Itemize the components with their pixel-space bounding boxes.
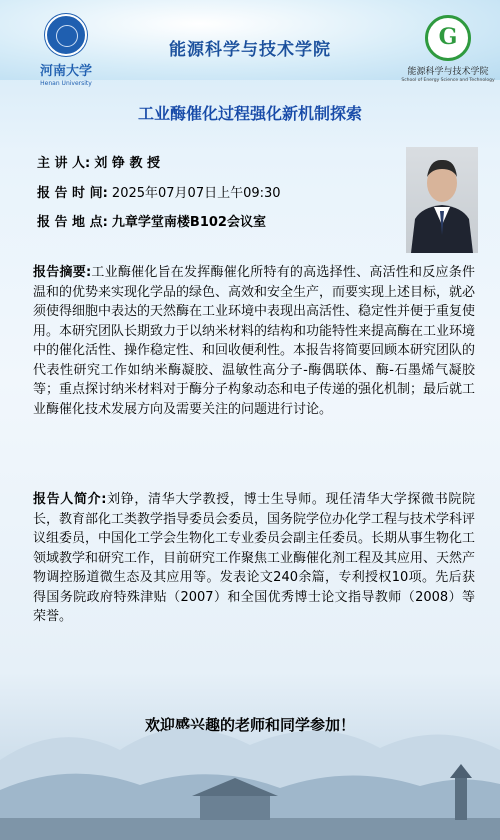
college-title: 能源科学与技术学院 — [169, 40, 331, 60]
college-seal-icon — [425, 15, 471, 61]
bio-section — [33, 490, 475, 627]
lecture-title: 工业酶催化过程强化新机制探索 — [137, 104, 362, 123]
location-row — [37, 211, 266, 230]
college-logo-name: 能源科学与技术学院 — [407, 67, 489, 77]
speaker-label: 主 讲 人: — [37, 156, 91, 171]
abstract-text: 工业酶催化旨在发挥酶催化所特有的高选择性、高活性和反应条件温和的优势来实现化学品的绿色、高效和安全生产，而要实现上述目标，就必须使得细胞中表达的天然酶在工业环境中表现出高活性、稳定性并便于重复使用。本研究团队长期致力于以纳米材料的结构和功能特性来提高酶在工业环境中的催化活性、操作稳定性、和回收便利性。本报告将简要回顾本研究团队的代表性研究工作如纳米酶凝胶、温敏性高分子-酶偶联体、酶-石墨烯气凝胶等；重点探讨纳米材料对于酶分子构象动态和电子传递的强化机制；最后就工业酶催化技术发展方向及需要关注的问题进行讨论。 — [33, 265, 476, 417]
welcome-message: 欢迎感兴趣的老师和同学参加！ — [144, 716, 355, 734]
college-logo — [400, 15, 496, 83]
lecture-time: 2025年07月07日上午09:30 — [111, 186, 281, 201]
landscape-illustration — [0, 690, 500, 840]
lecture-location: 九章学堂南楼B102会议室 — [111, 215, 266, 230]
abstract-label: 报告摘要: — [33, 265, 92, 280]
university-name: 河南大学 — [39, 64, 92, 79]
university-name-en: Henan University — [40, 80, 92, 87]
time-row — [37, 182, 281, 201]
bio-text: 刘铮，清华大学教授，博士生导师。现任清华大学探微书院院长，教育部化工类教学指导委员会委员，国务院学位办化学工程与技术学科评议组委员，中国化工学会生物化工专业委员会副主任委员。长期从事生物化工领域教学和研究工作，目前研究工作聚焦工业酶催化剂工程及其应用、天然产物调控肠道微生态及其应用等。发表论文240余篇，专利授权10项。先后获得国务院政府特殊津贴（2007）和全国优秀博士论文指导教师（2008）等荣誉。 — [33, 492, 476, 624]
location-label: 报 告 地 点: — [37, 215, 108, 230]
time-label: 报 告 时 间: — [37, 186, 108, 201]
abstract-section — [33, 263, 475, 419]
speaker-photo — [406, 147, 478, 253]
bio-label: 报告人简介: — [33, 492, 107, 507]
speaker-name: 刘 铮 教 授 — [94, 156, 160, 171]
college-logo-name-en: School of Energy Science and Technology — [401, 78, 495, 83]
speaker-row — [37, 152, 160, 171]
